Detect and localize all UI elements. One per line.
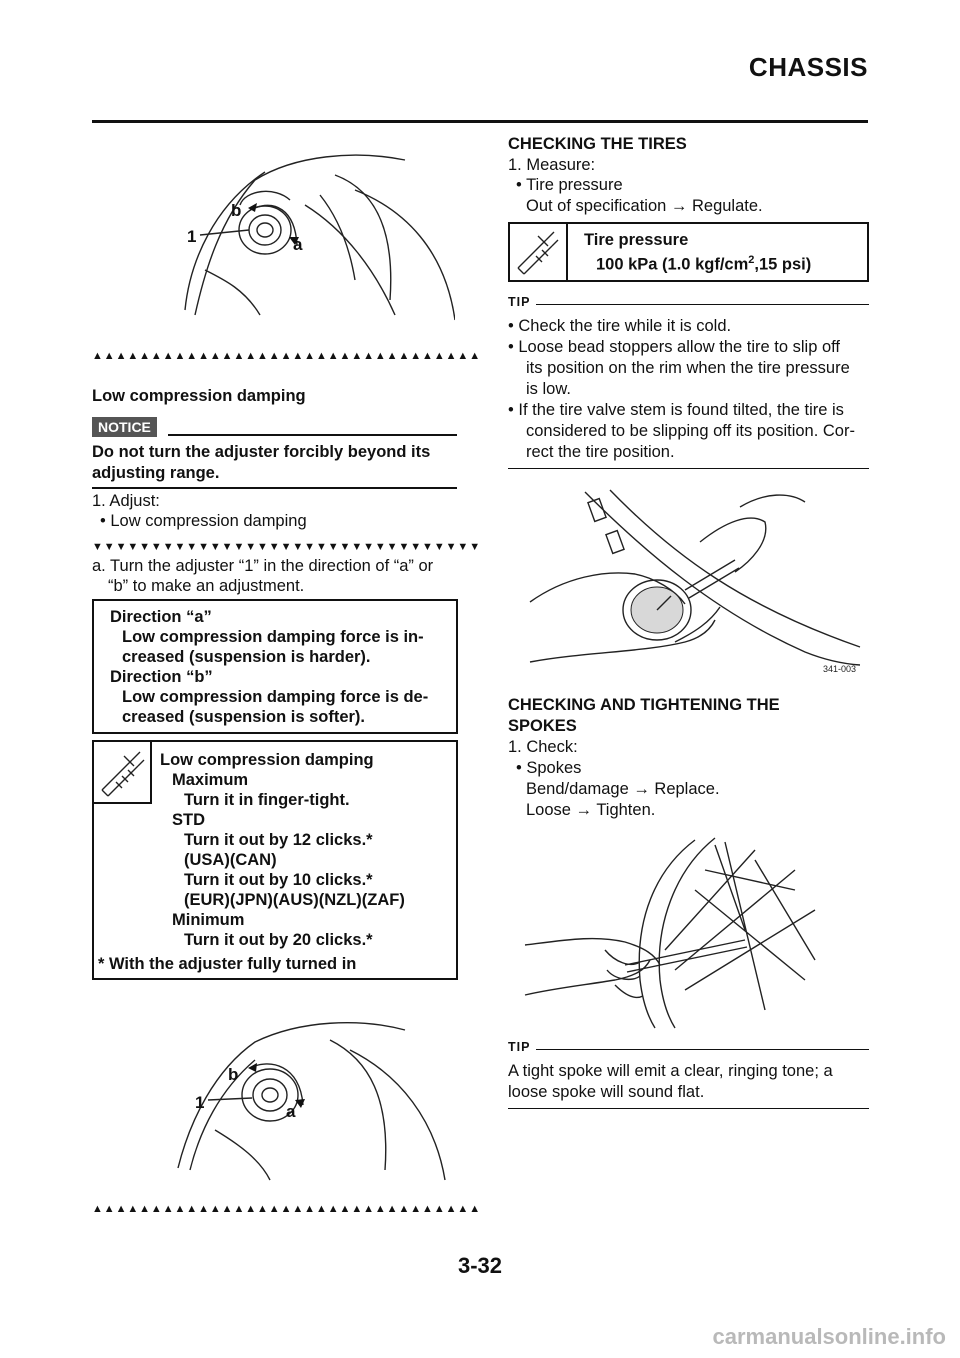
tip-line-5: • If the tire valve stem is found tilted, the tire is (508, 401, 844, 419)
tires-step-1: 1. Measure: (508, 156, 596, 174)
figure-label-1: 1 (187, 227, 197, 246)
tip-line-7: rect the tire position. (526, 443, 675, 461)
spec-maximum-value: Turn it in finger-tight. (184, 791, 350, 809)
caliper-icon (510, 224, 566, 280)
tip-line-2: • Loose bead stoppers allow the tire to slip off (508, 338, 841, 356)
section-heading-spokes-1: CHECKING AND TIGHTENING THE (508, 696, 780, 714)
figure2-label-b: b (228, 1065, 239, 1084)
tip-bottom-rule (508, 468, 869, 469)
section-heading-low-compression: Low compression damping (92, 387, 306, 405)
tire-pressure-value-psi: ,15 psi) (754, 255, 812, 274)
tip2-top-rule (536, 1049, 869, 1050)
spec-box-low-compression (92, 740, 458, 980)
tires-spec: Out of specification → Regulate. (526, 197, 763, 215)
direction-b-text-2: creased (suspension is softer). (122, 708, 365, 726)
notice-badge: NOTICE (92, 417, 157, 437)
tip-line-1: • Check the tire while it is cold. (508, 317, 732, 335)
tire-pressure-title: Tire pressure (584, 231, 689, 249)
step-1-label: 1. Adjust: (92, 492, 160, 510)
spokes-item: • Spokes (516, 759, 582, 777)
adjuster-illustration-top (145, 150, 455, 325)
caliper-icon-frame (94, 742, 152, 804)
notice-bottom-rule (92, 487, 457, 489)
spoke-wrench-illustration (515, 830, 835, 1030)
section-heading-tires: CHECKING THE TIRES (508, 135, 687, 153)
direction-b-text-1: Low compression damping force is de- (122, 688, 429, 706)
figure2-label-a: a (286, 1102, 296, 1121)
spec-title: Low compression damping (160, 751, 374, 769)
tip2-bottom-rule (508, 1108, 869, 1109)
tire-pressure-unit-exponent: 2 (748, 254, 755, 266)
spokes-step-1: 1. Check: (508, 738, 578, 756)
spec-minimum-value: Turn it out by 20 clicks.* (184, 931, 373, 949)
caliper-icon (94, 742, 150, 802)
spec-std-value-2: (USA)(CAN) (184, 851, 277, 869)
tip-line-3: its position on the rim when the tire pressure (526, 359, 850, 377)
notice-text-line-1: Do not turn the adjuster forcibly beyond its (92, 443, 431, 461)
step-1-item: • Low compression damping (100, 512, 307, 530)
tire-pressure-value-main: 100 kPa (1.0 kgf/cm (596, 255, 749, 274)
tip-line-4: is low. (526, 380, 571, 398)
tires-item: • Tire pressure (516, 176, 623, 194)
figure-label-b: b (231, 201, 242, 220)
substep-a-line-1: a. Turn the adjuster “1” in the direction of “a” or (92, 557, 434, 575)
figure-label-a: a (293, 235, 303, 254)
direction-a-text-1: Low compression damping force is in- (122, 628, 424, 646)
procedure-end-marker: ▲▲▲▲▲▲▲▲▲▲▲▲▲▲▲▲▲▲▲▲▲▲▲▲▲▲▲▲▲▲▲▲▲ (92, 1203, 481, 1215)
tip-line-6: considered to be slipping off its position. Cor- (526, 422, 855, 440)
watermark-footer: carmanualsonline.info (712, 1324, 946, 1349)
adjuster-illustration-bottom (160, 1020, 450, 1185)
direction-box (92, 599, 458, 734)
spec-maximum-label: Maximum (172, 771, 249, 789)
direction-a-label: Direction “a” (110, 608, 212, 626)
spec-std-value-3: Turn it out by 10 clicks.* (184, 871, 373, 889)
notice-text-line-2: adjusting range. (92, 464, 220, 482)
spec-box-tire-pressure (508, 222, 869, 282)
figure2-label-1: 1 (195, 1093, 205, 1112)
tip2-line-2: loose spoke will sound flat. (508, 1083, 705, 1101)
spec-std-label: STD (172, 811, 205, 829)
caliper-icon-frame-tire (510, 224, 568, 280)
spokes-line-1: Bend/damage → Replace. (526, 780, 720, 798)
notice-top-rule (168, 434, 457, 436)
substep-a-line-2: “b” to make an adjustment. (108, 577, 305, 595)
tip-label: TIP (508, 295, 531, 309)
header-divider (92, 120, 868, 123)
spec-minimum-label: Minimum (172, 911, 245, 929)
spec-std-value-4: (EUR)(JPN)(AUS)(NZL)(ZAF) (184, 891, 405, 909)
spokes-line-2: Loose → Tighten. (526, 801, 656, 819)
direction-a-text-2: creased (suspension is harder). (122, 648, 371, 666)
tire-pressure-value (596, 250, 811, 276)
direction-b-label: Direction “b” (110, 668, 213, 686)
page-title: CHASSIS (748, 52, 868, 82)
spec-std-value-1: Turn it out by 12 clicks.* (184, 831, 373, 849)
tip2-line-1: A tight spoke will emit a clear, ringing tone; a (508, 1062, 833, 1080)
spec-footnote: * With the adjuster fully turned in (98, 955, 357, 973)
tip-top-rule (536, 304, 869, 305)
tip-label-2: TIP (508, 1040, 531, 1054)
section-heading-spokes-2: SPOKES (508, 717, 577, 735)
page-number: 3-32 (457, 1253, 503, 1278)
figure-code: 341-003 (823, 664, 857, 674)
tire-gauge-illustration (525, 482, 865, 677)
procedure-start-marker: ▼▼▼▼▼▼▼▼▼▼▼▼▼▼▼▼▼▼▼▼▼▼▼▼▼▼▼▼▼▼▼▼▼ (92, 541, 481, 553)
section-start-marker: ▲▲▲▲▲▲▲▲▲▲▲▲▲▲▲▲▲▲▲▲▲▲▲▲▲▲▲▲▲▲▲▲▲ (92, 350, 481, 362)
